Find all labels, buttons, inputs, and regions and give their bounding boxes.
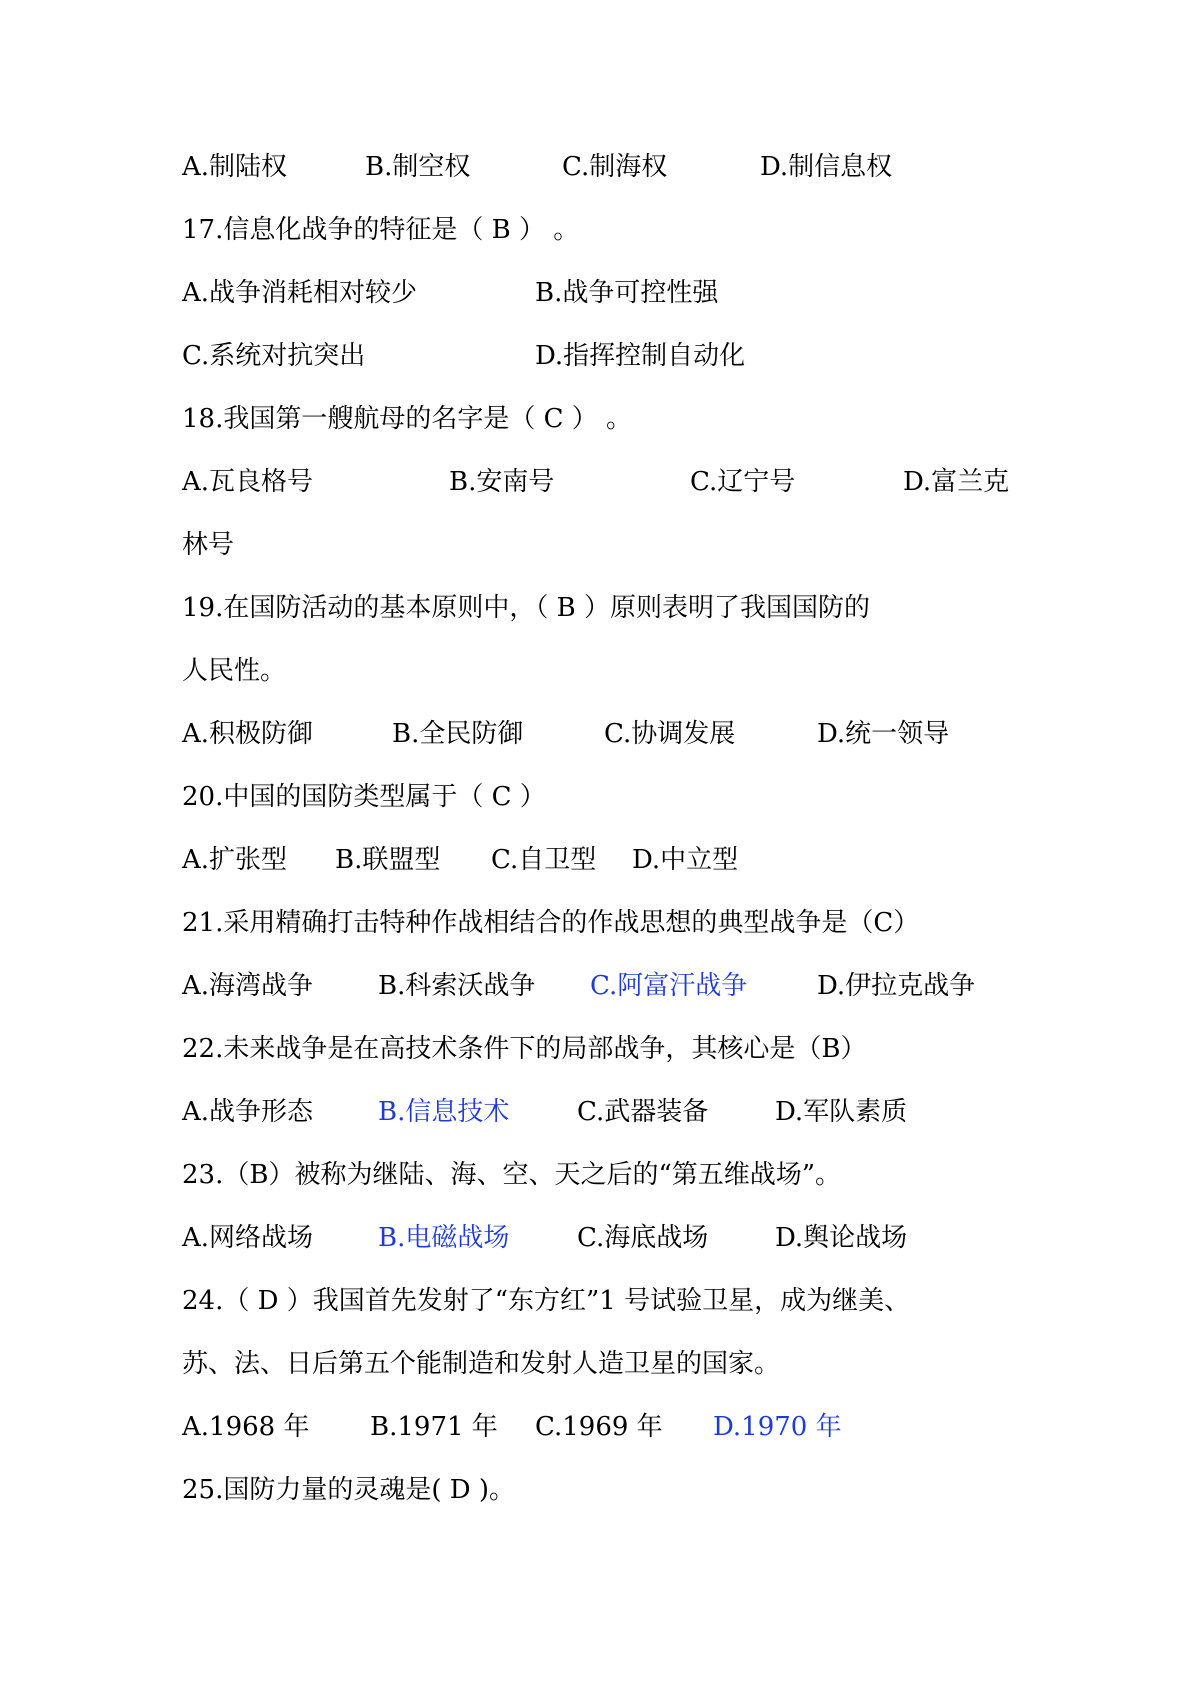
option-c: C.系统对抗突出 xyxy=(182,341,366,371)
option-d-highlighted: D.1970 年 xyxy=(713,1412,842,1442)
option-b-highlighted: B.电磁战场 xyxy=(378,1223,510,1253)
question-24: 24.（ D ）我国首先发射了“东方红”1 号试验卫星，成为继美、 xyxy=(182,1286,911,1316)
question-21: 21.采用精确打击特种作战相结合的作战思想的典型战争是（C） xyxy=(182,908,920,938)
option-a: A.扩张型 xyxy=(182,845,288,875)
option-b: B.全民防御 xyxy=(392,719,524,749)
option-c: C.武器装备 xyxy=(577,1097,709,1127)
option-c: C.1969 年 xyxy=(535,1412,663,1442)
option-b: B.1971 年 xyxy=(370,1412,498,1442)
question-17: 17.信息化战争的特征是（ B ） 。 xyxy=(182,215,580,245)
option-d: D.统一领导 xyxy=(817,719,950,749)
option-a: A.海湾战争 xyxy=(182,971,314,1001)
option-b: B.安南号 xyxy=(449,467,555,497)
option-a: A.积极防御 xyxy=(182,719,314,749)
option-d: D.中立型 xyxy=(632,845,739,875)
option-b-highlighted: B.信息技术 xyxy=(378,1097,510,1127)
option-a: A.网络战场 xyxy=(182,1223,314,1253)
question-23: 23.（B）被称为继陆、海、空、天之后的“第五维战场”。 xyxy=(182,1160,842,1190)
option-c: C.辽宁号 xyxy=(690,467,796,497)
question-19: 19.在国防活动的基本原则中，（ B ）原则表明了我国国防的 xyxy=(182,593,870,623)
question-19-continued: 人民性。 xyxy=(182,656,287,686)
option-a: A.瓦良格号 xyxy=(182,467,314,497)
option-c-highlighted: C.阿富汗战争 xyxy=(590,971,748,1001)
option-d: D.制信息权 xyxy=(760,152,893,182)
q18-options-continued: 林号 xyxy=(182,530,235,560)
option-b: B.战争可控性强 xyxy=(535,278,719,308)
option-d: D.军队素质 xyxy=(775,1097,908,1127)
option-d: D.伊拉克战争 xyxy=(817,971,976,1001)
option-c: C.制海权 xyxy=(562,152,668,182)
option-c: C.海底战场 xyxy=(577,1223,709,1253)
question-18: 18.我国第一艘航母的名字是（ C ） 。 xyxy=(182,404,633,434)
question-20: 20.中国的国防类型属于（ C ） xyxy=(182,782,546,812)
option-c: C.协调发展 xyxy=(604,719,736,749)
question-25: 25.国防力量的灵魂是( D )。 xyxy=(182,1475,516,1505)
option-c: C.自卫型 xyxy=(491,845,597,875)
option-a: A.战争形态 xyxy=(182,1097,314,1127)
option-b: B.制空权 xyxy=(365,152,471,182)
option-a: A.1968 年 xyxy=(182,1412,310,1442)
question-24-continued: 苏、法、日后第五个能制造和发射人造卫星的国家。 xyxy=(182,1349,781,1379)
option-a: A.制陆权 xyxy=(182,152,288,182)
option-b: B.联盟型 xyxy=(335,845,441,875)
question-22: 22.未来战争是在高技术条件下的局部战争，其核心是（B） xyxy=(182,1034,867,1064)
option-d: D.舆论战场 xyxy=(775,1223,908,1253)
option-d: D.富兰克 xyxy=(903,467,1010,497)
option-a: A.战争消耗相对较少 xyxy=(182,278,418,308)
option-b: B.科索沃战争 xyxy=(378,971,536,1001)
option-d: D.指挥控制自动化 xyxy=(535,341,746,371)
